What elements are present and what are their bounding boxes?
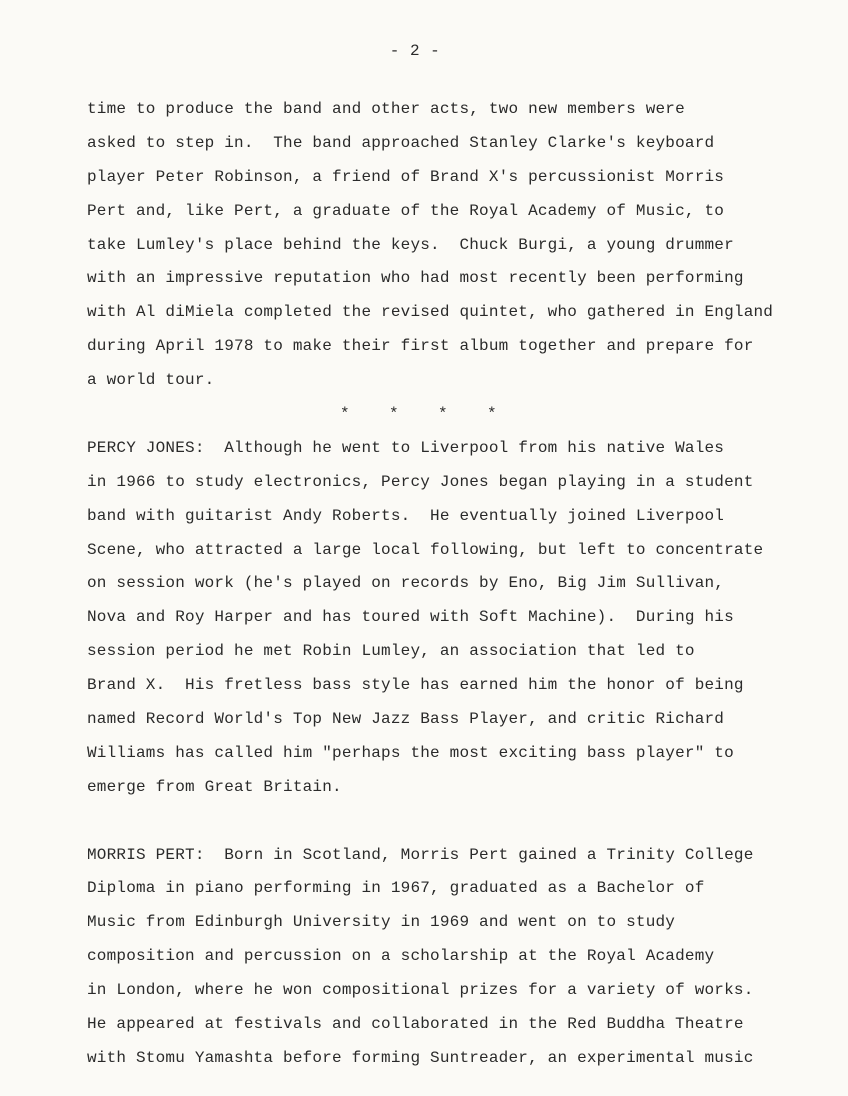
text-line: Scene, who attracted a large local following, but left to concentrate: [87, 540, 764, 559]
text-line: during April 1978 to make their first album together and prepare for: [87, 337, 754, 356]
text-line: on session work (he's played on records by Eno, Big Jim Sullivan,: [87, 574, 725, 593]
text-line: MORRIS PERT: Born in Scotland, Morris Pert gained a Trinity College: [87, 845, 754, 864]
section-separator: * * * *: [340, 405, 497, 424]
text-line: in London, where he won compositional prizes for a variety of works.: [87, 981, 754, 1000]
text-line: take Lumley's place behind the keys. Chuck Burgi, a young drummer: [87, 235, 734, 254]
text-line: Pert and, like Pert, a graduate of the Royal Academy of Music, to: [87, 201, 725, 220]
text-line: PERCY JONES: Although he went to Liverpool from his native Wales: [87, 438, 725, 457]
text-line: with Al diMiela completed the revised quintet, who gathered in England: [87, 303, 774, 322]
text-line: He appeared at festivals and collaborated in the Red Buddha Theatre: [87, 1015, 744, 1034]
page-number: - 2 -: [389, 42, 441, 60]
text-line: Music from Edinburgh University in 1969 and went on to study: [87, 913, 676, 932]
paragraph-gap: [87, 805, 827, 839]
text-line: player Peter Robinson, a friend of Brand X's percussionist Morris: [87, 167, 725, 186]
text-line: composition and percussion on a scholarship at the Royal Academy: [87, 947, 715, 966]
text-line: in 1966 to study electronics, Percy Jones began playing in a student: [87, 472, 754, 491]
text-line: with Stomu Yamashta before forming Suntreader, an experimental music: [87, 1048, 754, 1067]
text-line: band with guitarist Andy Roberts. He eventually joined Liverpool: [87, 506, 725, 525]
text-line: asked to step in. The band approached Stanley Clarke's keyboard: [87, 133, 715, 152]
body-text: [87, 93, 827, 1076]
text-line: with an impressive reputation who had most recently been performing: [87, 269, 744, 288]
text-line: time to produce the band and other acts, two new members were: [87, 100, 685, 118]
text-line: Williams has called him "perhaps the most exciting bass player" to: [87, 743, 734, 762]
text-line: Brand X. His fretless bass style has earned him the honor of being: [87, 676, 744, 695]
text-line: a world tour.: [87, 371, 215, 390]
text-line: Nova and Roy Harper and has toured with Soft Machine). During his: [87, 608, 734, 627]
text-line: emerge from Great Britain.: [87, 777, 342, 796]
percy-jones-paragraph: [87, 432, 827, 805]
intro-paragraph: [87, 93, 827, 398]
text-line: Diploma in piano performing in 1967, graduated as a Bachelor of: [87, 879, 705, 898]
text-line: session period he met Robin Lumley, an association that led to: [87, 642, 695, 661]
morris-pert-paragraph: [87, 839, 827, 1076]
text-line: named Record World's Top New Jazz Bass Player, and critic Richard: [87, 710, 725, 729]
